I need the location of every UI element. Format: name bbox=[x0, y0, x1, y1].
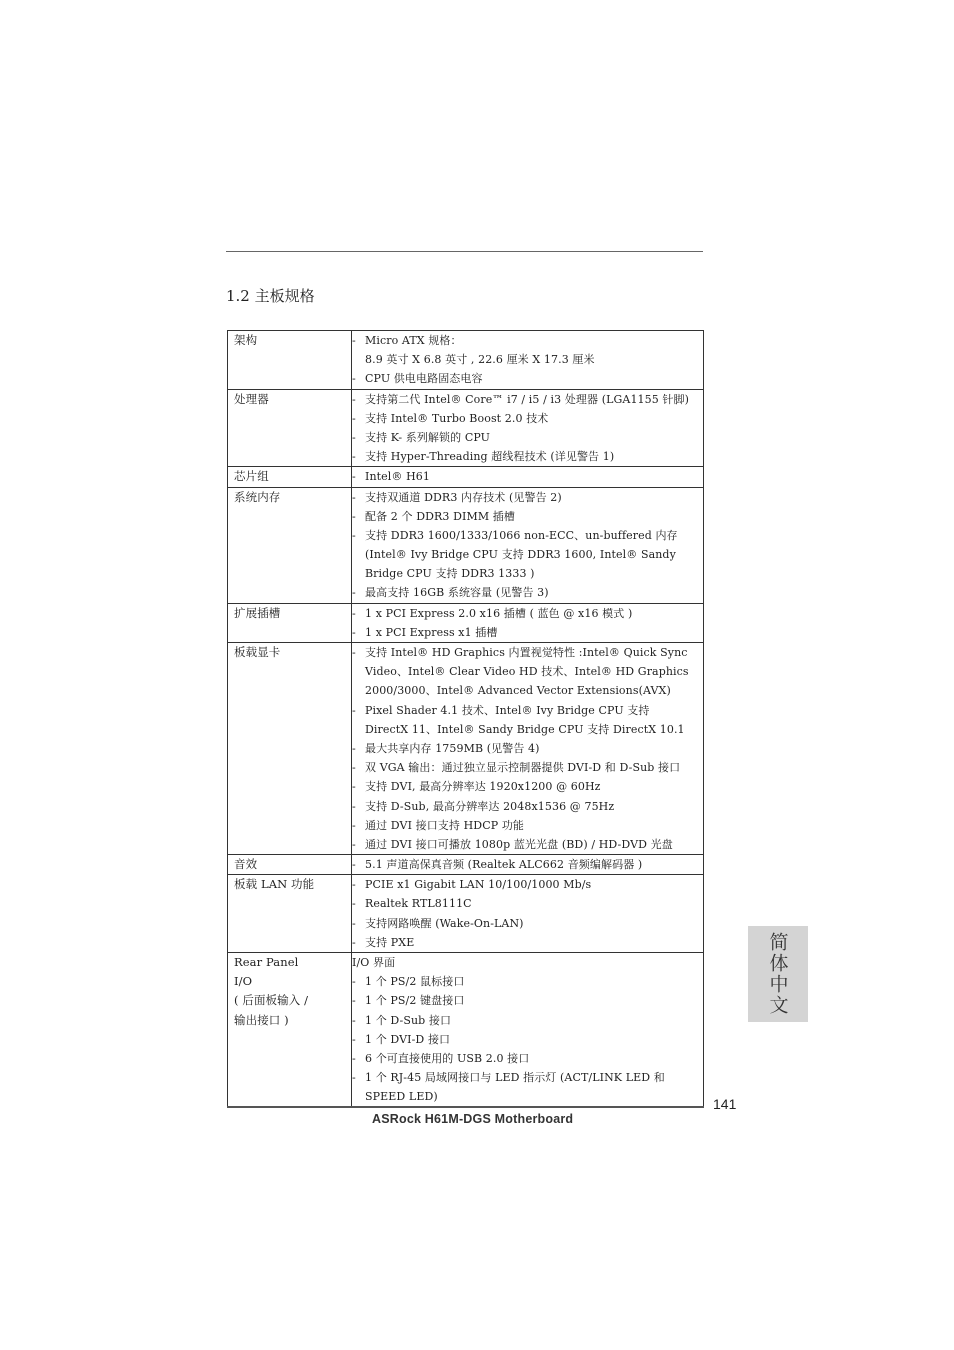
bullet-dash: - bbox=[352, 935, 356, 949]
language-side-tab-label: 简体中文 bbox=[766, 932, 789, 1016]
bullet-dash: - bbox=[352, 1032, 356, 1046]
spec-value-text: 1 x PCI Express 2.0 x16 插槽 ( 蓝色 @ x16 模式 ) bbox=[365, 606, 633, 620]
bullet-dash: - bbox=[352, 528, 356, 542]
spec-value-line bbox=[352, 758, 703, 777]
spec-value-text: Video、Intel® Clear Video HD 技术、Intel® HD Graphics bbox=[365, 665, 689, 679]
spec-value-text: 1 个 DVI-D 接口 bbox=[365, 1032, 451, 1046]
spec-row bbox=[228, 487, 704, 603]
spec-value-cell bbox=[352, 603, 704, 642]
spec-value-line bbox=[352, 662, 703, 681]
bullet-dash: - bbox=[352, 334, 356, 347]
spec-row bbox=[228, 855, 704, 875]
spec-label: 处理器 bbox=[234, 391, 269, 406]
spec-label: 板载 LAN 功能 bbox=[234, 877, 315, 892]
spec-value-line bbox=[352, 816, 703, 835]
spec-value-line bbox=[352, 526, 703, 545]
spec-label: 芯片组 bbox=[234, 469, 269, 484]
page-number: 141 bbox=[713, 1096, 737, 1112]
bullet-dash: - bbox=[352, 703, 356, 717]
spec-value-line bbox=[352, 350, 703, 369]
spec-label: 音效 bbox=[234, 857, 258, 872]
spec-value-line bbox=[352, 701, 703, 720]
bullet-dash: - bbox=[352, 509, 356, 523]
spec-value-line bbox=[352, 972, 703, 991]
spec-value-line bbox=[352, 720, 703, 739]
spec-value-line bbox=[352, 855, 703, 874]
spec-label-cell bbox=[228, 643, 352, 855]
spec-value-line bbox=[352, 447, 703, 466]
spec-value-line bbox=[352, 681, 703, 700]
bullet-dash: - bbox=[352, 837, 356, 851]
footer-product: ASRock H61M-DGS Motherboard bbox=[372, 1112, 574, 1126]
spec-label: Rear Panel bbox=[234, 955, 299, 969]
spec-value-line bbox=[352, 1068, 703, 1087]
spec-value-text: 支持 D-Sub, 最高分辨率达 2048x1536 @ 75Hz bbox=[365, 799, 615, 813]
spec-label-cell bbox=[228, 487, 352, 603]
spec-row bbox=[228, 331, 704, 390]
bullet-dash: - bbox=[352, 470, 356, 484]
spec-value-text: 1 个 D-Sub 接口 bbox=[365, 1013, 452, 1027]
bullet-dash: - bbox=[352, 646, 356, 659]
spec-value-text: 通过 DVI 接口可播放 1080p 蓝光光盘 (BD) / HD-DVD 光盘 bbox=[365, 837, 673, 851]
spec-value-line bbox=[352, 369, 703, 388]
spec-value-text: 6 个可直接使用的 USB 2.0 接口 bbox=[365, 1051, 530, 1065]
spec-value-line bbox=[352, 583, 703, 602]
spec-label: 扩展插槽 bbox=[234, 605, 281, 620]
spec-value-line bbox=[352, 623, 703, 642]
spec-value-text: 1 个 RJ-45 局域网接口与 LED 指示灯 (ACT/LINK LED 和 bbox=[365, 1071, 665, 1085]
spec-value-text: 配备 2 个 DDR3 DIMM 插槽 bbox=[365, 509, 515, 523]
spec-value-text: (Intel® Ivy Bridge CPU 支持 DDR3 1600, Intel® Sandy bbox=[365, 548, 676, 562]
spec-row bbox=[228, 643, 704, 855]
spec-value-line bbox=[352, 875, 703, 894]
spec-value-line bbox=[352, 777, 703, 796]
spec-value-cell bbox=[352, 487, 704, 603]
top-rule bbox=[226, 251, 703, 252]
spec-label-cell bbox=[228, 603, 352, 642]
bullet-dash: - bbox=[352, 858, 356, 872]
spec-row bbox=[228, 389, 704, 467]
spec-label-cell bbox=[228, 389, 352, 467]
spec-value-text: 支持 Hyper-Threading 超线程技术 (详见警告 1) bbox=[365, 450, 615, 464]
bullet-dash: - bbox=[352, 586, 356, 600]
spec-label: 板载显卡 bbox=[234, 645, 281, 659]
spec-value-text: 支持网路唤醒 (Wake-On-LAN) bbox=[365, 916, 524, 930]
spec-value-line bbox=[352, 739, 703, 758]
spec-label-cell bbox=[228, 875, 352, 953]
spec-value-line bbox=[352, 1049, 703, 1068]
spec-label: 输出接口 ) bbox=[234, 1012, 289, 1027]
spec-row bbox=[228, 467, 704, 487]
spec-value-line bbox=[352, 1030, 703, 1049]
spec-value-text: 双 VGA 输出：通过独立显示控制器提供 DVI-D 和 D-Sub 接口 bbox=[365, 761, 681, 775]
spec-value-line bbox=[352, 545, 703, 564]
spec-value-text: 支持 K- 系列解锁的 CPU bbox=[365, 430, 491, 444]
spec-value-text: 最大共享内存 1759MB (见警告 4) bbox=[365, 741, 540, 755]
spec-value-line bbox=[352, 894, 703, 913]
spec-value-text: 支持 Intel® Turbo Boost 2.0 技术 bbox=[365, 411, 549, 425]
spec-value-cell bbox=[352, 331, 704, 390]
spec-label-cell bbox=[228, 953, 352, 1108]
spec-value-cell bbox=[352, 643, 704, 855]
spec-label: I/O bbox=[234, 974, 253, 989]
bullet-dash: - bbox=[352, 799, 356, 813]
spec-value-line bbox=[352, 643, 703, 662]
spec-value-text: Pixel Shader 4.1 技术、Intel® Ivy Bridge CPU 支持 bbox=[365, 703, 650, 717]
bullet-dash: - bbox=[352, 780, 356, 794]
spec-value-text: DirectX 11、Intel® Sandy Bridge CPU 支持 DirectX 10.1 bbox=[365, 722, 685, 736]
spec-value-text: Realtek RTL8111C bbox=[365, 897, 472, 911]
spec-value-line bbox=[352, 507, 703, 526]
spec-label-cell bbox=[228, 855, 352, 875]
spec-label-cell bbox=[228, 331, 352, 390]
spec-value-line bbox=[352, 797, 703, 816]
section-title: 1.2 主板规格 bbox=[226, 287, 315, 305]
bullet-dash: - bbox=[352, 975, 356, 989]
bullet-dash: - bbox=[352, 392, 356, 406]
spec-value-text: 1 x PCI Express x1 插槽 bbox=[365, 625, 498, 639]
spec-value-line bbox=[352, 914, 703, 933]
bullet-dash: - bbox=[352, 625, 356, 639]
bullet-dash: - bbox=[352, 1051, 356, 1065]
bullet-dash: - bbox=[352, 372, 356, 386]
spec-value-text: 支持第二代 Intel® Core™ i7 / i5 / i3 处理器 (LGA1155 针脚) bbox=[365, 392, 690, 406]
spec-value-text: 5.1 声道高保真音频 (Realtek ALC662 音频编解码器 ) bbox=[365, 858, 643, 872]
spec-value-text: 支持 Intel® HD Graphics 内置视觉特性 :Intel® Quick Sync bbox=[365, 646, 688, 659]
bullet-dash: - bbox=[352, 1013, 356, 1027]
spec-value-cell bbox=[352, 467, 704, 487]
spec-value-cell bbox=[352, 389, 704, 467]
bottom-rule bbox=[227, 1106, 704, 1108]
spec-value-text: 2000/3000、Intel® Advanced Vector Extensions(AVX) bbox=[365, 684, 671, 698]
spec-value-line bbox=[352, 604, 703, 623]
spec-value-line bbox=[352, 467, 703, 486]
bullet-dash: - bbox=[352, 994, 356, 1008]
spec-label: 架构 bbox=[234, 333, 258, 347]
spec-value-line bbox=[352, 428, 703, 447]
spec-value-text: Micro ATX 规格： bbox=[365, 334, 462, 347]
spec-value-text: I/O 界面 bbox=[352, 956, 396, 969]
spec-value-text: 支持 PXE bbox=[365, 935, 415, 949]
bullet-dash: - bbox=[352, 878, 356, 892]
spec-value-text: 支持 DVI, 最高分辨率达 1920x1200 @ 60Hz bbox=[365, 780, 601, 794]
bullet-dash: - bbox=[352, 450, 356, 464]
spec-value-line bbox=[352, 488, 703, 507]
bullet-dash: - bbox=[352, 490, 356, 504]
spec-label-cell bbox=[228, 467, 352, 487]
bullet-dash: - bbox=[352, 411, 356, 425]
bullet-dash: - bbox=[352, 761, 356, 775]
spec-value-line bbox=[352, 953, 703, 972]
bullet-dash: - bbox=[352, 606, 356, 620]
spec-value-text: 支持双通道 DDR3 内存技术 (见警告 2) bbox=[365, 490, 562, 504]
spec-value-cell bbox=[352, 953, 704, 1108]
spec-value-line bbox=[352, 835, 703, 854]
spec-table bbox=[227, 330, 704, 1108]
spec-label: ( 后面板输入 / bbox=[234, 993, 309, 1008]
spec-value-text: Bridge CPU 支持 DDR3 1333 ) bbox=[365, 567, 535, 581]
spec-value-text: CPU 供电电路固态电容 bbox=[365, 372, 483, 386]
language-side-tab bbox=[748, 926, 808, 1022]
spec-value-text: 8.9 英寸 X 6.8 英寸 , 22.6 厘米 X 17.3 厘米 bbox=[365, 353, 595, 367]
spec-value-text: Intel® H61 bbox=[365, 470, 430, 484]
spec-value-text: SPEED LED) bbox=[365, 1090, 438, 1104]
spec-value-text: 支持 DDR3 1600/1333/1066 non-ECC、un-buffered 内存 bbox=[365, 528, 678, 542]
spec-value-line bbox=[352, 564, 703, 583]
spec-row bbox=[228, 875, 704, 953]
spec-value-line bbox=[352, 1087, 703, 1106]
spec-table-body bbox=[228, 331, 704, 1108]
spec-row bbox=[228, 953, 704, 1108]
spec-value-cell bbox=[352, 875, 704, 953]
spec-value-line bbox=[352, 390, 703, 409]
bullet-dash: - bbox=[352, 430, 356, 444]
spec-label: 系统内存 bbox=[234, 489, 281, 504]
spec-value-line bbox=[352, 409, 703, 428]
spec-value-text: 最高支持 16GB 系统容量 (见警告 3) bbox=[365, 586, 549, 600]
spec-value-text: 通过 DVI 接口支持 HDCP 功能 bbox=[365, 818, 525, 832]
bullet-dash: - bbox=[352, 818, 356, 832]
bullet-dash: - bbox=[352, 1071, 356, 1085]
spec-value-cell bbox=[352, 855, 704, 875]
spec-value-text: 1 个 PS/2 鼠标接口 bbox=[365, 975, 465, 989]
bullet-dash: - bbox=[352, 897, 356, 911]
bullet-dash: - bbox=[352, 916, 356, 930]
spec-row bbox=[228, 603, 704, 642]
spec-value-line bbox=[352, 933, 703, 952]
spec-value-line bbox=[352, 991, 703, 1010]
spec-value-text: PCIE x1 Gigabit LAN 10/100/1000 Mb/s bbox=[365, 878, 592, 892]
spec-value-line bbox=[352, 1011, 703, 1030]
bullet-dash: - bbox=[352, 741, 356, 755]
spec-value-text: 1 个 PS/2 键盘接口 bbox=[365, 994, 465, 1008]
spec-value-line bbox=[352, 331, 703, 350]
